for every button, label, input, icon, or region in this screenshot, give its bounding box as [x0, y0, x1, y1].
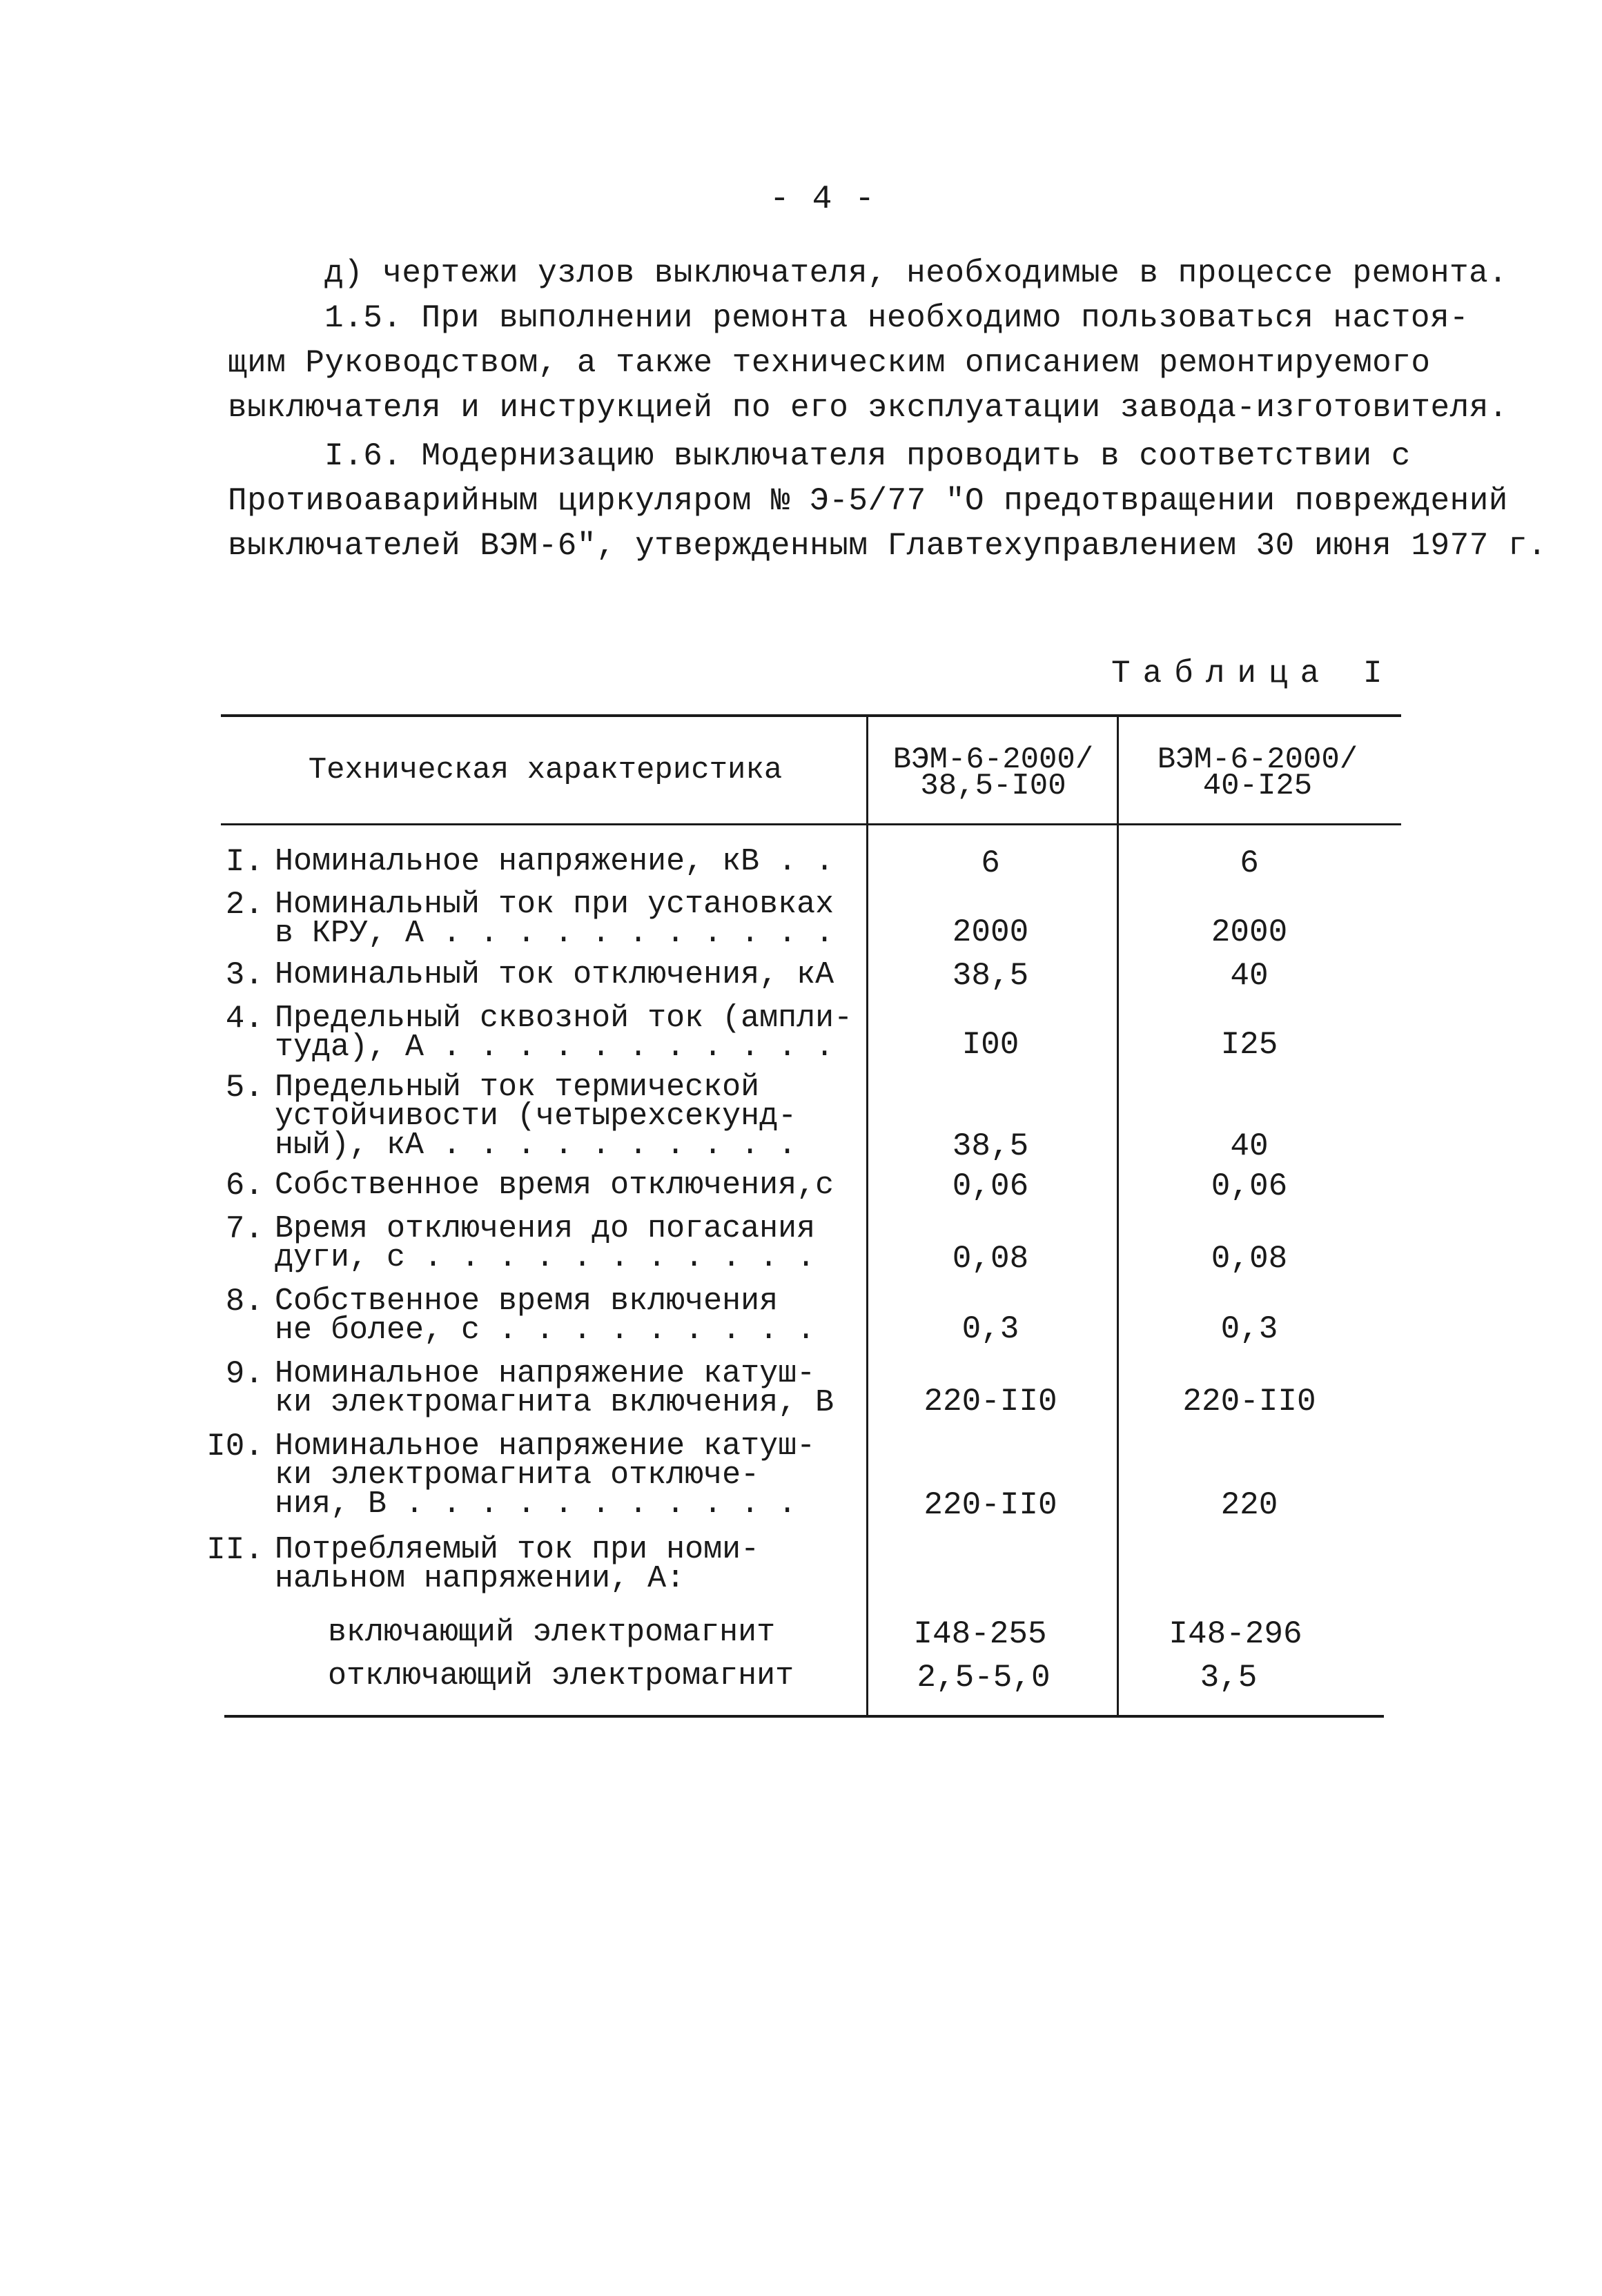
row-2-text: Номинальный ток при установках в КРУ, А . . . . . . . . . . .	[275, 887, 834, 951]
row-7-value-2: 0,08	[1211, 1241, 1288, 1277]
table-header-border	[221, 823, 1401, 825]
row-10-number: I0.	[206, 1429, 264, 1464]
row-11-number: II.	[206, 1532, 264, 1568]
row-1-number: I.	[225, 844, 264, 880]
row-7-number: 7.	[225, 1211, 264, 1247]
row-8-value-2: 0,3	[1220, 1311, 1278, 1347]
header-col2-line1: ВЭМ-6-2000/	[1157, 743, 1358, 777]
row-4-text: Предельный сквозной ток (ампли- туда), А . . . . . . . . . . .	[275, 1001, 853, 1065]
header-col1-line1: ВЭМ-6-2000/	[892, 743, 1094, 777]
header-col2-line2: 40-I25	[1202, 769, 1313, 803]
row-11b-value-1: 2,5-5,0	[917, 1660, 1051, 1696]
paragraph-line-6: Противоаварийным циркуляром № Э-5/77 "О предотвращении повреждений	[228, 483, 1508, 519]
row-2-value-1: 2000	[952, 914, 1029, 950]
row-4-value-1: I00	[961, 1027, 1019, 1063]
row-3-value-1: 38,5	[952, 958, 1029, 994]
table-bottom-border	[224, 1715, 1384, 1718]
row-5-value-1: 38,5	[952, 1128, 1029, 1164]
row-6-text: Собственное время отключения,с	[275, 1168, 834, 1203]
row-6-number: 6.	[225, 1168, 264, 1204]
row-8-value-1: 0,3	[961, 1311, 1019, 1347]
row-10-value-2: 220	[1220, 1487, 1278, 1523]
row-1-text: Номинальное напряжение, кВ . .	[275, 844, 834, 879]
table-column-divider-2	[1117, 714, 1119, 1716]
row-7-text: Время отключения до погасания дуги, с . . . . . . . . . . .	[275, 1211, 816, 1275]
paragraph-line-5: I.6. Модернизацию выключателя проводить в соответствии с	[324, 438, 1411, 474]
row-5-number: 5.	[225, 1070, 264, 1106]
row-11b-value-2: 3,5	[1200, 1660, 1258, 1696]
row-6-value-1: 0,06	[952, 1168, 1029, 1204]
row-11a-value-1: I48-255	[913, 1616, 1047, 1652]
row-2-number: 2.	[225, 887, 264, 923]
page-number: - 4 -	[770, 181, 877, 218]
row-3-text: Номинальный ток отключения, кА	[275, 957, 834, 992]
table-top-border	[221, 714, 1401, 717]
row-10-text: Номинальное напряжение катуш- ки электромагнита отключе- ния, В . . . . . . . . . . .	[275, 1429, 816, 1522]
row-11-text: Потребляемый ток при номи- нальном напряжении, А:	[275, 1532, 760, 1596]
row-7-value-1: 0,08	[952, 1241, 1029, 1277]
row-4-number: 4.	[225, 1001, 264, 1037]
paragraph-line-3: щим Руководством, а также техническим описанием ремонтируемого	[228, 345, 1431, 381]
header-characteristic: Техническая характеристика	[308, 753, 783, 787]
paragraph-line-4: выключателя и инструкцией по его эксплуатации завода-изготовителя.	[228, 390, 1508, 426]
row-1-value-2: 6	[1240, 845, 1259, 881]
row-5-text: Предельный ток термической устойчивости (четырехсекунд- ный), кА . . . . . . . . . .	[275, 1070, 797, 1163]
row-10-value-1: 220-II0	[924, 1487, 1057, 1523]
header-col1-line2: 38,5-I00	[920, 769, 1066, 803]
row-9-value-2: 220-II0	[1182, 1384, 1316, 1420]
row-6-value-2: 0,06	[1211, 1168, 1288, 1204]
table-column-divider-1	[866, 714, 868, 1716]
row-11a-text: включающий электромагнит	[328, 1615, 776, 1650]
row-1-value-1: 6	[981, 845, 1000, 881]
paragraph-line-2: 1.5. При выполнении ремонта необходимо пользоваться настоя-	[324, 300, 1469, 336]
row-11b-text: отключающий электромагнит	[328, 1658, 794, 1694]
row-5-value-2: 40	[1230, 1128, 1269, 1164]
row-2-value-2: 2000	[1211, 914, 1288, 950]
row-3-number: 3.	[225, 957, 264, 993]
row-9-number: 9.	[225, 1356, 264, 1392]
table-caption: Таблица I	[1111, 656, 1395, 691]
row-3-value-2: 40	[1230, 958, 1269, 994]
row-8-number: 8.	[225, 1284, 264, 1319]
paragraph-line-1: д) чертежи узлов выключателя, необходимые в процессе ремонта.	[324, 255, 1508, 291]
paragraph-line-7: выключателей ВЭМ-6", утвержденным Главтехуправлением 30 июня 1977 г.	[228, 528, 1547, 564]
row-11a-value-2: I48-296	[1169, 1616, 1302, 1652]
row-8-text: Собственное время включения не более, с . . . . . . . . .	[275, 1284, 816, 1348]
row-9-text: Номинальное напряжение катуш- ки электромагнита включения, В	[275, 1356, 834, 1420]
row-9-value-1: 220-II0	[924, 1384, 1057, 1420]
row-4-value-2: I25	[1220, 1027, 1278, 1063]
